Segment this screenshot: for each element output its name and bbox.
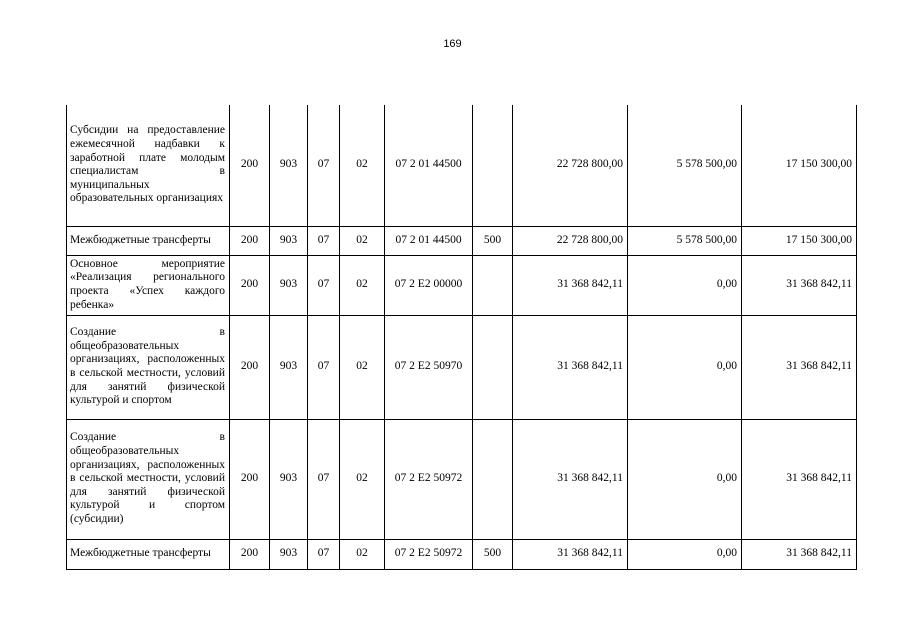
cell-ved: 200 (230, 105, 270, 226)
cell-expense-type: 500 (473, 226, 513, 255)
cell-ved: 200 (230, 315, 270, 419)
table-row (67, 419, 857, 539)
cell-grbs: 903 (270, 105, 308, 226)
cell-subsection: 02 (340, 315, 385, 419)
cell-ved: 200 (230, 539, 270, 569)
cell-target-article: 07 2 01 44500 (385, 226, 473, 255)
cell-amount-1: 31 368 842,11 (513, 315, 628, 419)
cell-grbs: 903 (270, 539, 308, 569)
cell-section: 07 (308, 255, 340, 315)
table-row (67, 105, 857, 226)
cell-section: 07 (308, 315, 340, 419)
cell-target-article: 07 2 01 44500 (385, 105, 473, 226)
cell-amount-3: 17 150 300,00 (742, 226, 857, 255)
cell-subsection: 02 (340, 226, 385, 255)
row-description: Субсидии на предоставление ежемесячной надбавки к заработной плате молодым специалистам в муниципальных образовательных организациях (67, 105, 230, 226)
cell-amount-1: 31 368 842,11 (513, 419, 628, 539)
cell-amount-2: 0,00 (628, 255, 742, 315)
cell-amount-3: 17 150 300,00 (742, 105, 857, 226)
cell-expense-type (473, 419, 513, 539)
cell-target-article: 07 2 E2 00000 (385, 255, 473, 315)
cell-expense-type (473, 315, 513, 419)
cell-amount-2: 5 578 500,00 (628, 105, 742, 226)
row-description: Межбюджетные трансферты (67, 539, 230, 569)
cell-expense-type (473, 255, 513, 315)
cell-amount-3: 31 368 842,11 (742, 315, 857, 419)
table-row (67, 315, 857, 419)
cell-target-article: 07 2 E2 50972 (385, 419, 473, 539)
table-row (67, 255, 857, 315)
cell-amount-2: 0,00 (628, 419, 742, 539)
table-row (67, 226, 857, 255)
row-description: Создание в общеобразовательных организациях, расположенных в сельской местности, условий для занятий физической культурой и спортом (субсидии) (67, 419, 230, 539)
cell-subsection: 02 (340, 419, 385, 539)
cell-amount-1: 31 368 842,11 (513, 539, 628, 569)
cell-subsection: 02 (340, 105, 385, 226)
cell-amount-3: 31 368 842,11 (742, 255, 857, 315)
cell-amount-2: 0,00 (628, 539, 742, 569)
cell-target-article: 07 2 E2 50970 (385, 315, 473, 419)
cell-ved: 200 (230, 419, 270, 539)
cell-section: 07 (308, 419, 340, 539)
cell-section: 07 (308, 105, 340, 226)
cell-amount-1: 22 728 800,00 (513, 226, 628, 255)
cell-expense-type: 500 (473, 539, 513, 569)
cell-ved: 200 (230, 255, 270, 315)
cell-amount-2: 5 578 500,00 (628, 226, 742, 255)
cell-section: 07 (308, 539, 340, 569)
cell-amount-1: 31 368 842,11 (513, 255, 628, 315)
cell-grbs: 903 (270, 419, 308, 539)
row-description: Основное мероприятие «Реализация регионального проекта «Успех каждого ребенка» (67, 255, 230, 315)
cell-grbs: 903 (270, 315, 308, 419)
cell-amount-1: 22 728 800,00 (513, 105, 628, 226)
cell-ved: 200 (230, 226, 270, 255)
budget-table-body (67, 105, 857, 569)
cell-subsection: 02 (340, 255, 385, 315)
cell-amount-3: 31 368 842,11 (742, 419, 857, 539)
cell-grbs: 903 (270, 255, 308, 315)
page-number: 169 (443, 38, 462, 50)
budget-table (66, 105, 857, 570)
cell-grbs: 903 (270, 226, 308, 255)
row-description: Межбюджетные трансферты (67, 226, 230, 255)
table-row (67, 539, 857, 569)
cell-subsection: 02 (340, 539, 385, 569)
cell-target-article: 07 2 E2 50972 (385, 539, 473, 569)
row-description: Создание в общеобразовательных организациях, расположенных в сельской местности, условий для занятий физической культурой и спортом (67, 315, 230, 419)
cell-amount-3: 31 368 842,11 (742, 539, 857, 569)
cell-expense-type (473, 105, 513, 226)
cell-amount-2: 0,00 (628, 315, 742, 419)
cell-section: 07 (308, 226, 340, 255)
